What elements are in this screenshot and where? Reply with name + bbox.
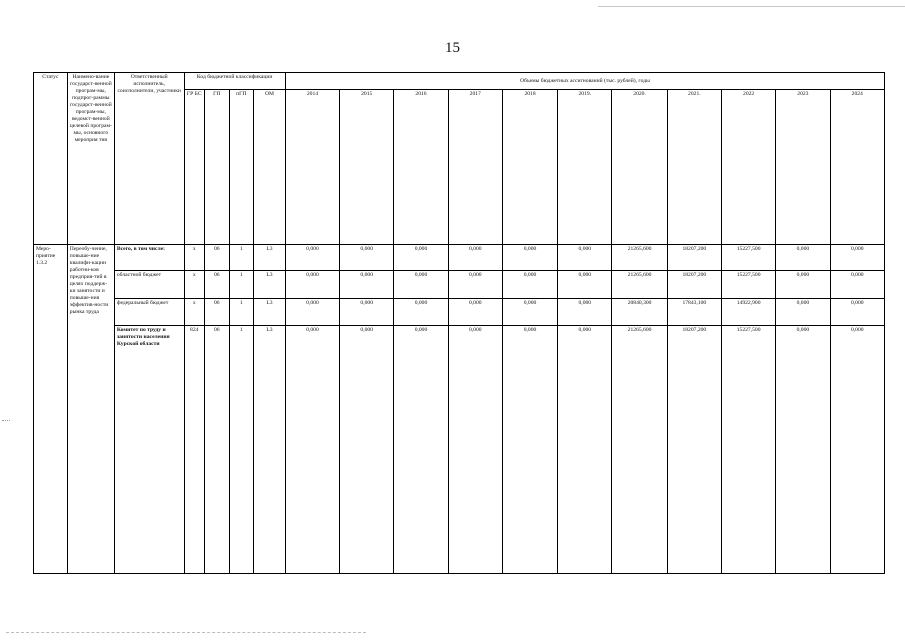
cell-gp: 06 — [204, 326, 229, 574]
cell-value: 0,000 — [776, 299, 830, 326]
header-year: 2019. — [558, 90, 612, 245]
cell-value: 20840,300 — [612, 299, 667, 326]
cell-value: 0,000 — [448, 299, 502, 326]
cell-gp: 06 — [204, 299, 229, 326]
table-row — [34, 326, 885, 574]
cell-value: 0,000 — [830, 245, 884, 271]
cell-value: 0,000 — [394, 271, 448, 299]
scan-artifact-line — [6, 632, 366, 634]
header-year: 2014 — [285, 90, 339, 245]
cell-value: 18207,200 — [667, 326, 721, 574]
cell-value: 15227,500 — [721, 271, 775, 299]
cell-value: 0,000 — [340, 299, 394, 326]
cell-value: 0,000 — [285, 299, 339, 326]
cell-value: 0,000 — [340, 326, 394, 574]
header-year: 2021. — [667, 90, 721, 245]
header-year: 2016 — [394, 90, 448, 245]
cell-value: 0,000 — [776, 245, 830, 271]
cell-value: 17843,100 — [667, 299, 721, 326]
cell-value: 0,000 — [340, 245, 394, 271]
cell-value: 0,000 — [285, 271, 339, 299]
cell-value: 0,000 — [558, 326, 612, 574]
cell-value: 0,000 — [448, 271, 502, 299]
cell-gp: 06 — [204, 271, 229, 299]
cell-value: 0,000 — [830, 271, 884, 299]
cell-value: 0,000 — [776, 326, 830, 574]
cell-pgp: 1 — [229, 299, 254, 326]
page-number: 15 — [445, 40, 460, 56]
cell-value: 0,000 — [502, 326, 557, 574]
cell-value: 0,000 — [285, 326, 339, 574]
table-row — [34, 271, 885, 299]
budget-table — [33, 72, 885, 574]
cell-value: 15227,500 — [721, 326, 775, 574]
cell-value: 0,000 — [394, 326, 448, 574]
header-volumes: Объемы бюджетных ассигнований (тыс. рублей), годы — [285, 73, 884, 90]
header-code-om: ОМ — [254, 90, 286, 245]
cell-value: 0,000 — [448, 245, 502, 271]
cell-value: 0,000 — [558, 271, 612, 299]
cell-value: 15227,500 — [721, 245, 775, 271]
row-responsible: федеральный бюджет — [114, 299, 184, 326]
header-year: 2017 — [448, 90, 502, 245]
header-code-gp: ГП — [204, 90, 229, 245]
top-edge-line — [598, 6, 905, 7]
row-responsible: областной бюджет — [114, 271, 184, 299]
margin-mark — [2, 420, 10, 424]
cell-value: 0,000 — [448, 326, 502, 574]
cell-value: 0,000 — [502, 271, 557, 299]
header-year: 2023 — [776, 90, 830, 245]
cell-pgp: 1 — [229, 271, 254, 299]
header-status: Статус — [34, 73, 68, 245]
cell-gp: 06 — [204, 245, 229, 271]
cell-om: L3 — [254, 271, 286, 299]
cell-value: 0,000 — [502, 245, 557, 271]
cell-value: 21265,600 — [612, 326, 667, 574]
cell-om: L3 — [254, 299, 286, 326]
header-budget-code: Код бюджетной классификации — [184, 73, 285, 90]
header-year: 2024 — [830, 90, 884, 245]
header-year: 2022 — [721, 90, 775, 245]
cell-value: 0,000 — [340, 271, 394, 299]
cell-value: 0,000 — [830, 299, 884, 326]
cell-value: 18207,200 — [667, 271, 721, 299]
header-code-pgp: пГП — [229, 90, 254, 245]
table-row — [34, 299, 885, 326]
row-name: Переобу-чение, повыше-ние квалифи-кации работни-ков предприя-тий в целях поддерж-ки занятости и повыше-ния эффектив-ности рынка труда — [67, 245, 114, 574]
cell-value: 0,000 — [558, 245, 612, 271]
cell-value: 0,000 — [830, 326, 884, 574]
cell-pgp: 1 — [229, 326, 254, 574]
cell-pgp: 1 — [229, 245, 254, 271]
header-responsible: Ответственный исполнитель, соисполнители, участники — [114, 73, 184, 245]
cell-value: 21265,600 — [612, 245, 667, 271]
cell-value: 21265,600 — [612, 271, 667, 299]
cell-grbs: x — [184, 299, 204, 326]
row-status: Меро-приятие 1.3.2 — [34, 245, 68, 574]
header-row-1 — [34, 73, 885, 90]
cell-grbs: x — [184, 271, 204, 299]
cell-value: 0,000 — [394, 245, 448, 271]
cell-om: L3 — [254, 245, 286, 271]
row-responsible: Всего, в том числе: — [114, 245, 184, 271]
row-responsible: Комитет по труду и занятости населения Курской области — [114, 326, 184, 574]
cell-grbs: 824 — [184, 326, 204, 574]
cell-value: 0,000 — [502, 299, 557, 326]
cell-value: 0,000 — [285, 245, 339, 271]
cell-om: L3 — [254, 326, 286, 574]
cell-value: 0,000 — [558, 299, 612, 326]
table-row — [34, 245, 885, 271]
header-year: 2015 — [340, 90, 394, 245]
cell-value: 14922,900 — [721, 299, 775, 326]
header-year: 2018 — [502, 90, 557, 245]
header-name: Наимено-вание государст-венной програм-мы, подпрог-раммы государст-венной програм-мы, ведомст-венной целевой програм-мы, основного мероприя тия — [67, 73, 114, 245]
cell-value: 0,000 — [394, 299, 448, 326]
cell-grbs: x — [184, 245, 204, 271]
cell-value: 0,000 — [776, 271, 830, 299]
header-year: 2020. — [612, 90, 667, 245]
header-code-grbs: ГР БС — [184, 90, 204, 245]
cell-value: 18207,200 — [667, 245, 721, 271]
